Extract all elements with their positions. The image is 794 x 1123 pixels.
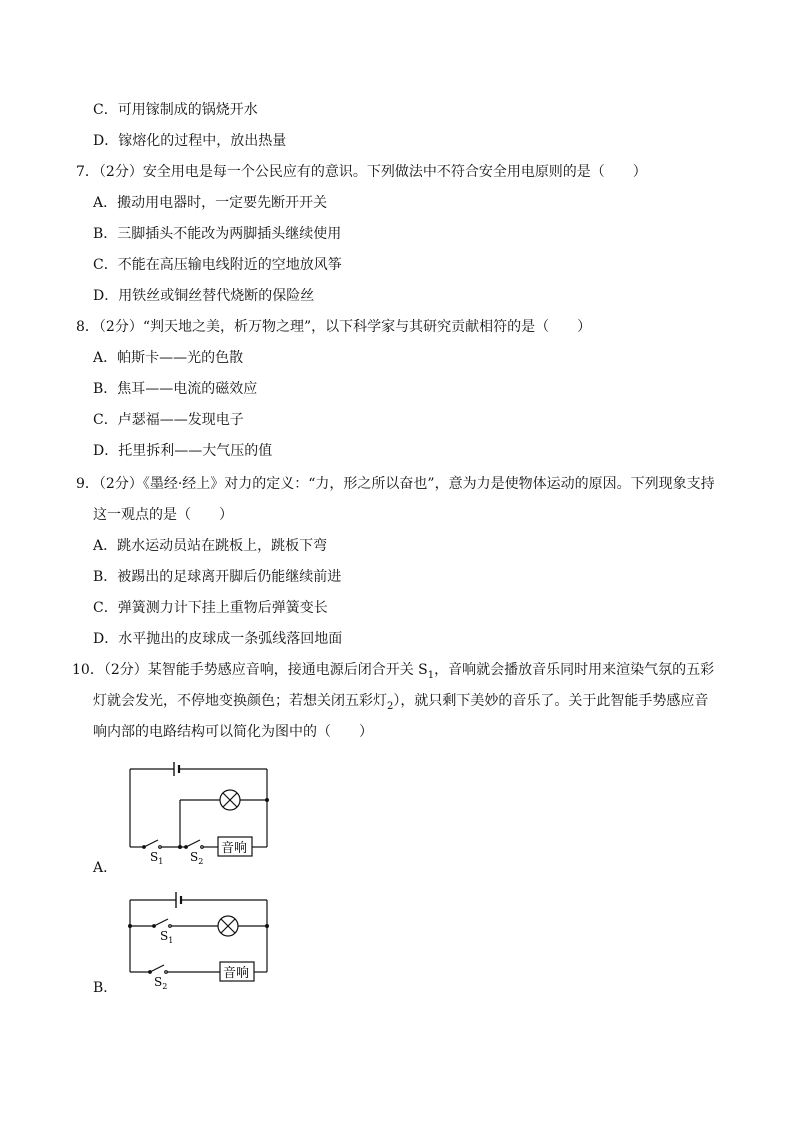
q10-stem-line2-b: ），就只剩下美妙的音乐了。关于此智能手势感应音 bbox=[393, 693, 709, 709]
q10-stem-line2 bbox=[93, 692, 708, 716]
s2-label: $S_2$ bbox=[154, 975, 168, 990]
q9-option-d: D．水平抛出的皮球成一条弧线落回地面 bbox=[93, 631, 343, 647]
switch-s2 bbox=[186, 840, 200, 847]
q9-option-a: A．跳水运动员站在跳板上，跳板下弯 bbox=[93, 538, 328, 554]
figure-a-label: A． bbox=[93, 860, 118, 876]
q10-stem-line1-a: 10．（2分）某智能手势感应音响，接通电源后闭合开关 S bbox=[72, 662, 428, 678]
q8-option-a: A．帕斯卡——光的色散 bbox=[93, 350, 244, 366]
q9-stem-line2: 这一观点的是（ ） bbox=[93, 507, 233, 523]
q10-stem-line1 bbox=[72, 661, 714, 685]
q8-option-b: B．焦耳——电流的磁效应 bbox=[93, 381, 258, 397]
q7-option-d: D．用铁丝或铜丝替代烧断的保险丝 bbox=[93, 288, 315, 304]
q7-option-c: C．不能在高压输电线附近的空地放风筝 bbox=[93, 257, 342, 273]
q9-option-b: B．被踢出的足球离开脚后仍能继续前进 bbox=[93, 569, 342, 585]
q8-stem: 8．（2分）“判天地之美，析万物之理”，以下科学家与其研究贡献相符的是（ ） bbox=[76, 319, 592, 335]
switch-s1 bbox=[154, 919, 168, 926]
s2-label: $S_2$ bbox=[190, 850, 204, 865]
q7-stem: 7．（2分）安全用电是每一个公民应有的意识。下列做法中不符合安全用电原则的是（ ） bbox=[76, 164, 647, 180]
q10-stem-line1-sub: 1 bbox=[427, 669, 435, 681]
q6-option-d: D．镓熔化的过程中，放出热量 bbox=[93, 133, 287, 149]
switch-s2 bbox=[150, 965, 164, 972]
s1-label: $S_1$ bbox=[150, 850, 164, 865]
figure-b-label: B． bbox=[93, 980, 118, 996]
q9-stem-line1: 9．（2分）《墨经·经上》对力的定义：“力，形之所以奋也”，意为力是使物体运动的原因。下列现象支持 bbox=[76, 476, 715, 492]
switch-s1 bbox=[144, 840, 158, 847]
q10-stem-line2-sub: 2 bbox=[387, 700, 394, 712]
speaker-label: 音响 bbox=[223, 966, 250, 981]
circuit-diagram-a bbox=[120, 760, 290, 865]
q6-option-c: C．可用镓制成的锅烧开水 bbox=[93, 102, 258, 118]
s1-label: $S_1$ bbox=[160, 929, 174, 945]
q8-option-d: D．托里拆利——大气压的值 bbox=[93, 443, 273, 459]
q7-option-a: A．搬动用电器时，一定要先断开开关 bbox=[93, 195, 328, 211]
speaker-label: 音响 bbox=[221, 841, 248, 856]
circuit-diagram-b bbox=[120, 882, 290, 990]
q10-stem-line1-b: ，音响就会播放音乐同时用来渲染气氛的五彩 bbox=[434, 662, 715, 678]
q10-stem-line2-a: 灯就会发光，不停地变换颜色；若想关闭五彩灯 bbox=[93, 693, 387, 709]
q9-option-c: C．弹簧测力计下挂上重物后弹簧变长 bbox=[93, 600, 328, 616]
q7-option-b: B．三脚插头不能改为两脚插头继续使用 bbox=[93, 226, 342, 242]
q8-option-c: C．卢瑟福——发现电子 bbox=[93, 412, 244, 428]
q10-stem-line3: 响内部的电路结构可以简化为图中的（ ） bbox=[93, 724, 373, 740]
